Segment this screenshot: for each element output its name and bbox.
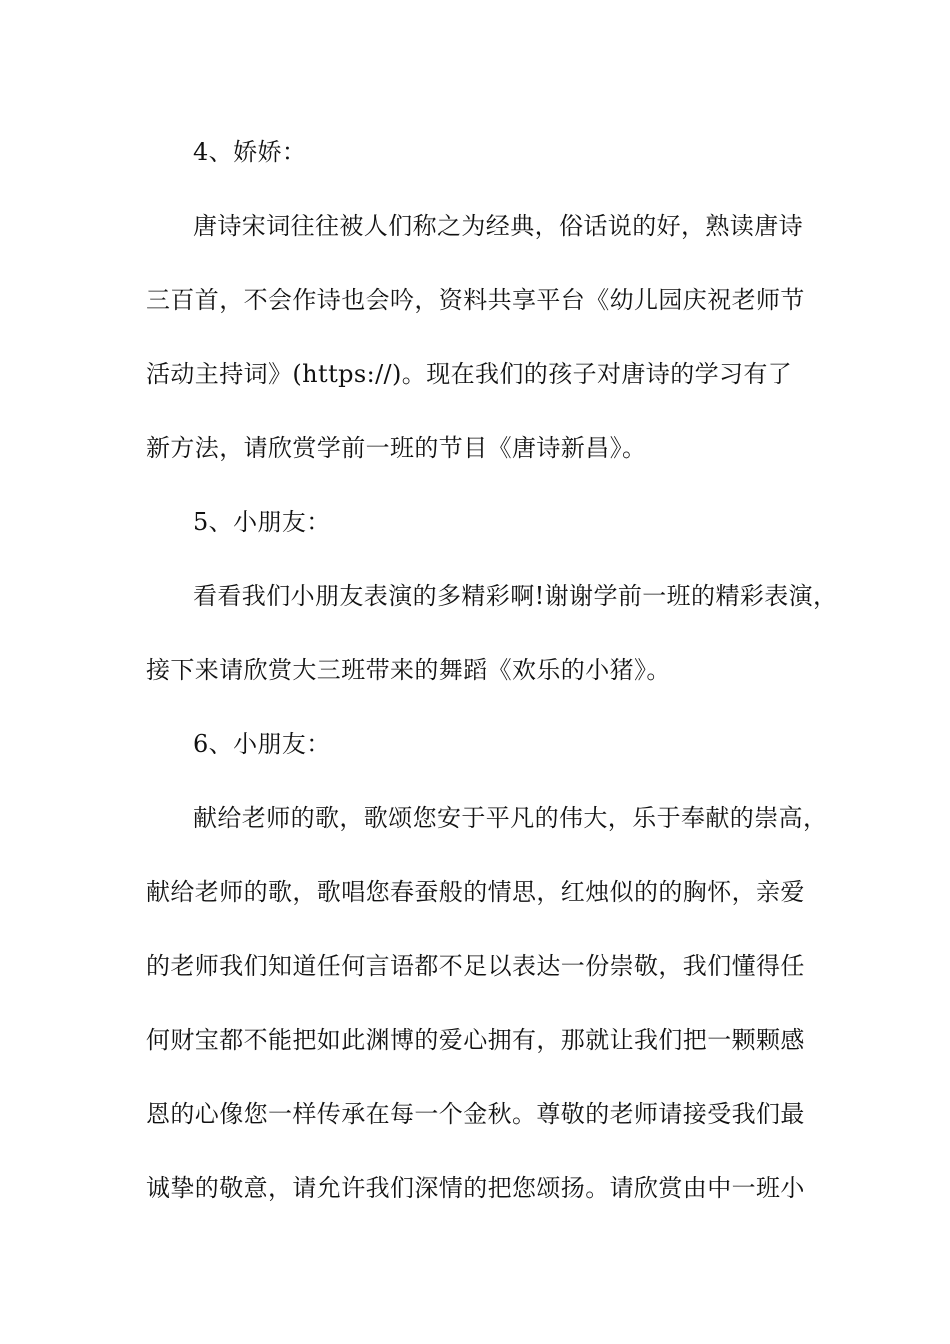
paragraph-line: 新方法，请欣赏学前一班的节目《唐诗新昌》。 [146,434,647,462]
paragraph-line: 看看我们小朋友表演的多精彩啊!谢谢学前一班的精彩表演， [193,582,838,610]
section-heading-6: 6、小朋友： [193,730,331,758]
paragraph-line: 恩的心像您一样传承在每一个金秋。尊敬的老师请接受我们最 [146,1100,805,1128]
paragraph-line: 三百首，不会作诗也会吟，资料共享平台《幼儿园庆祝老师节 [146,286,805,314]
paragraph-line: 何财宝都不能把如此渊博的爱心拥有，那就让我们把一颗颗感 [146,1026,805,1054]
paragraph-line: 的老师我们知道任何言语都不足以表达一份崇敬，我们懂得任 [146,952,805,980]
paragraph-line: 献给老师的歌，歌唱您春蚕般的情思，红烛似的的胸怀，亲爱 [146,878,805,906]
paragraph-line: 接下来请欣赏大三班带来的舞蹈《欢乐的小猪》。 [146,656,671,684]
paragraph-line: 献给老师的歌，歌颂您安于平凡的伟大，乐于奉献的崇高， [193,804,828,832]
section-heading-5: 5、小朋友： [193,508,331,536]
paragraph-line: 活动主持词》(https://)。现在我们的孩子对唐诗的学习有了 [146,360,793,388]
paragraph-line: 诚挚的敬意，请允许我们深情的把您颂扬。请欣赏由中一班小 [146,1174,805,1202]
paragraph-line: 唐诗宋词往往被人们称之为经典，俗话说的好，熟读唐诗 [193,212,803,240]
section-heading-4: 4、娇娇： [193,138,307,166]
